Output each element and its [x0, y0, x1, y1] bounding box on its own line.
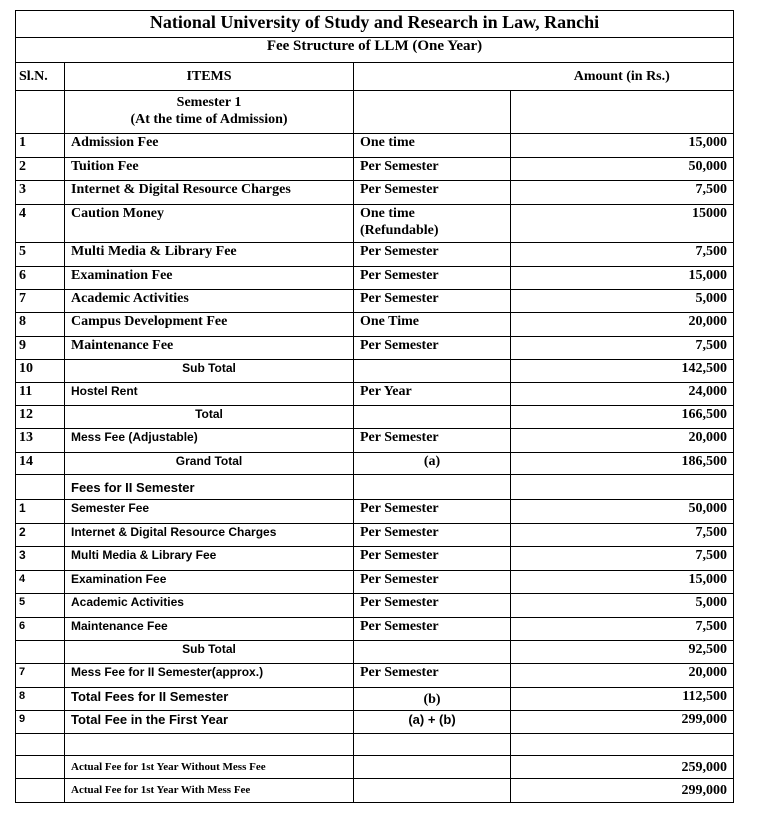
actual-fee-row: Actual Fee for 1st Year Without Mess Fee 259,000: [16, 756, 734, 779]
subtotal-row: Sub Total 92,500: [16, 641, 734, 664]
header-sn: Sl.N.: [16, 63, 65, 91]
table-row: 9 Maintenance Fee Per Semester 7,500: [16, 337, 734, 360]
grand-total-row: 14 Grand Total (a) 186,500: [16, 453, 734, 475]
table-row: 13 Mess Fee (Adjustable) Per Semester 20,000: [16, 429, 734, 453]
table-row: 6 Examination Fee Per Semester 15,000: [16, 267, 734, 290]
table-row: 7 Academic Activities Per Semester 5,000: [16, 290, 734, 313]
subtotal-row: 10 Sub Total 142,500: [16, 360, 734, 383]
actual-fee-row: Actual Fee for 1st Year With Mess Fee 299,000: [16, 779, 734, 803]
table-row: 1 Admission Fee One time 15,000: [16, 134, 734, 158]
table-row: 5 Multi Media & Library Fee Per Semester 7,500: [16, 243, 734, 267]
semester1-heading-row: [16, 91, 734, 134]
header-items: ITEMS: [65, 63, 354, 91]
table-row: 4 Caution Money One time (Refundable) 15000: [16, 205, 734, 243]
semester1-heading: Semester 1 (At the time of Admission): [65, 91, 354, 134]
table-row: 4 Examination Fee Per Semester 15,000: [16, 571, 734, 594]
page-title: National University of Study and Research in Law, Ranchi: [16, 11, 734, 38]
table-header-row: [16, 63, 734, 91]
table-row: 11 Hostel Rent Per Year 24,000: [16, 383, 734, 406]
table-row: 2 Tuition Fee Per Semester 50,000: [16, 158, 734, 181]
table-row: 9 Total Fee in the First Year (a) + (b) 299,000: [16, 711, 734, 734]
semester2-heading-row: [16, 475, 734, 500]
semester2-heading: Fees for II Semester: [65, 475, 354, 500]
table-row: 3 Multi Media & Library Fee Per Semester 7,500: [16, 547, 734, 571]
total-row: 12 Total 166,500: [16, 406, 734, 429]
table-row: 3 Internet & Digital Resource Charges Per Semester 7,500: [16, 181, 734, 205]
table-row: 8 Total Fees for II Semester (b) 112,500: [16, 688, 734, 711]
fee-structure-table: [15, 10, 734, 803]
table-row: 1 Semester Fee Per Semester 50,000: [16, 500, 734, 524]
table-row: 2 Internet & Digital Resource Charges Per Semester 7,500: [16, 524, 734, 547]
blank-row: [16, 734, 734, 756]
header-amount: Amount (in Rs.): [511, 63, 734, 91]
page-subtitle: Fee Structure of LLM (One Year): [16, 38, 734, 63]
table-row: 5 Academic Activities Per Semester 5,000: [16, 594, 734, 618]
table-row: 7 Mess Fee for II Semester(approx.) Per Semester 20,000: [16, 664, 734, 688]
table-row: 8 Campus Development Fee One Time 20,000: [16, 313, 734, 337]
table-row: 6 Maintenance Fee Per Semester 7,500: [16, 618, 734, 641]
